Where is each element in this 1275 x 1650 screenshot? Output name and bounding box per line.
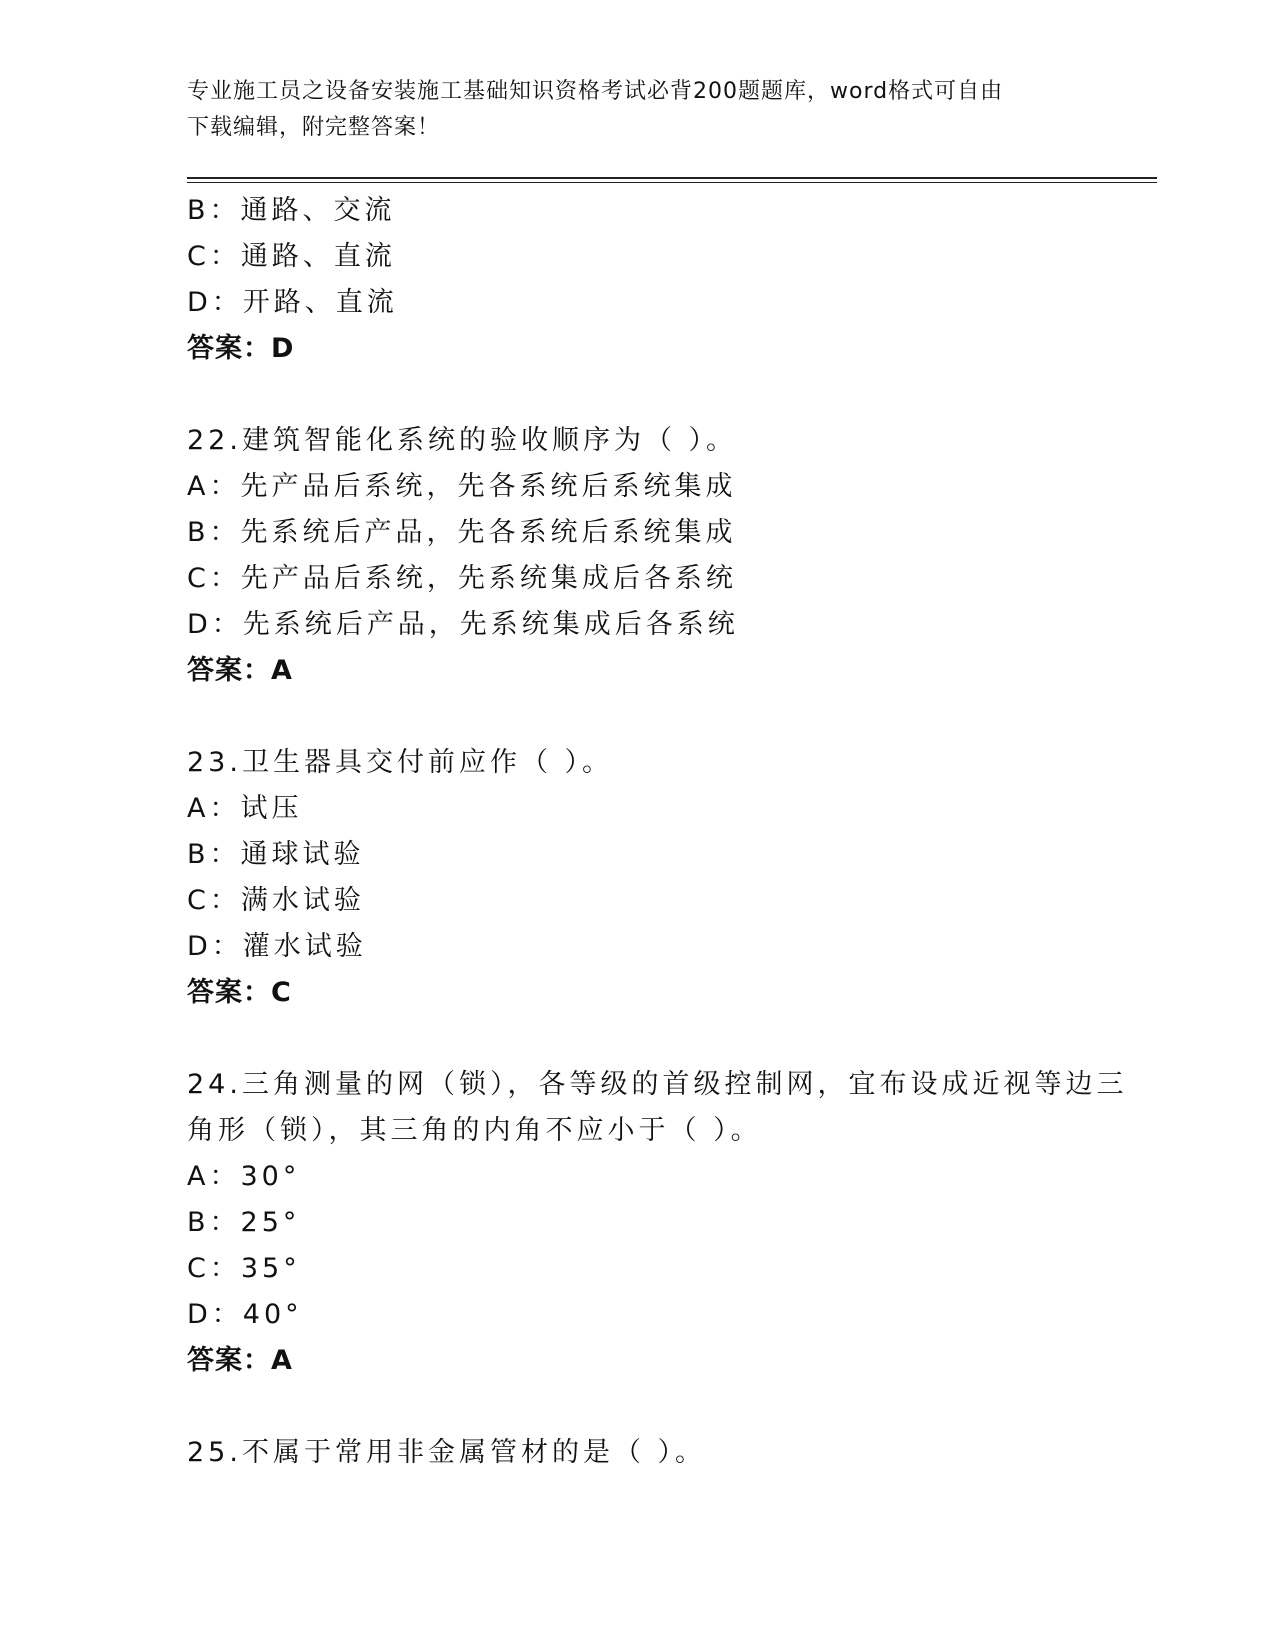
- answer: 答案：A: [187, 1345, 293, 1376]
- option-d: D：40°: [187, 1299, 303, 1330]
- question-stem-line-1: 24.三角测量的网（锁），各等级的首级控制网，宜布设成近视等边三: [187, 1069, 1128, 1100]
- option-a: A：试压: [187, 793, 303, 824]
- header-divider-thin: [187, 182, 1157, 183]
- question-25: [187, 1430, 1157, 1476]
- question-stem: 23.卫生器具交付前应作（ ）。: [187, 747, 614, 778]
- document-header: [187, 74, 1087, 146]
- option-b: B：通路、交流: [187, 195, 396, 226]
- option-d: D：先系统后产品，先系统集成后各系统: [187, 609, 739, 640]
- option-b: B：25°: [187, 1207, 301, 1238]
- option-b: B：通球试验: [187, 839, 365, 870]
- question-24: [187, 1062, 1157, 1384]
- option-c: C：通路、直流: [187, 241, 396, 272]
- option-a: A：先产品后系统，先各系统后系统集成: [187, 471, 737, 502]
- option-d: D：灌水试验: [187, 931, 367, 962]
- question-stem-line-2: 角形（锁），其三角的内角不应小于（ ）。: [187, 1115, 762, 1146]
- option-d: D：开路、直流: [187, 287, 398, 318]
- option-b: B：先系统后产品，先各系统后系统集成: [187, 517, 737, 548]
- header-line-2: 下载编辑，附完整答案！: [187, 115, 441, 140]
- answer: 答案：C: [187, 977, 292, 1008]
- answer: 答案：D: [187, 333, 295, 364]
- option-a: A：30°: [187, 1161, 301, 1192]
- option-c: C：先产品后系统，先系统集成后各系统: [187, 563, 737, 594]
- question-list: [187, 188, 1157, 1476]
- option-c: C：35°: [187, 1253, 301, 1284]
- answer: 答案：A: [187, 655, 293, 686]
- question-21-tail: [187, 188, 1157, 372]
- option-c: C：满水试验: [187, 885, 365, 916]
- question-stem: 22.建筑智能化系统的验收顺序为（ ）。: [187, 425, 738, 456]
- question-stem: 25.不属于常用非金属管材的是（ ）。: [187, 1437, 707, 1468]
- header-divider-thick: [187, 177, 1157, 179]
- header-line-1: 专业施工员之设备安装施工基础知识资格考试必背200题题库，word格式可自由: [187, 79, 1004, 104]
- question-22: [187, 418, 1157, 694]
- question-23: [187, 740, 1157, 1016]
